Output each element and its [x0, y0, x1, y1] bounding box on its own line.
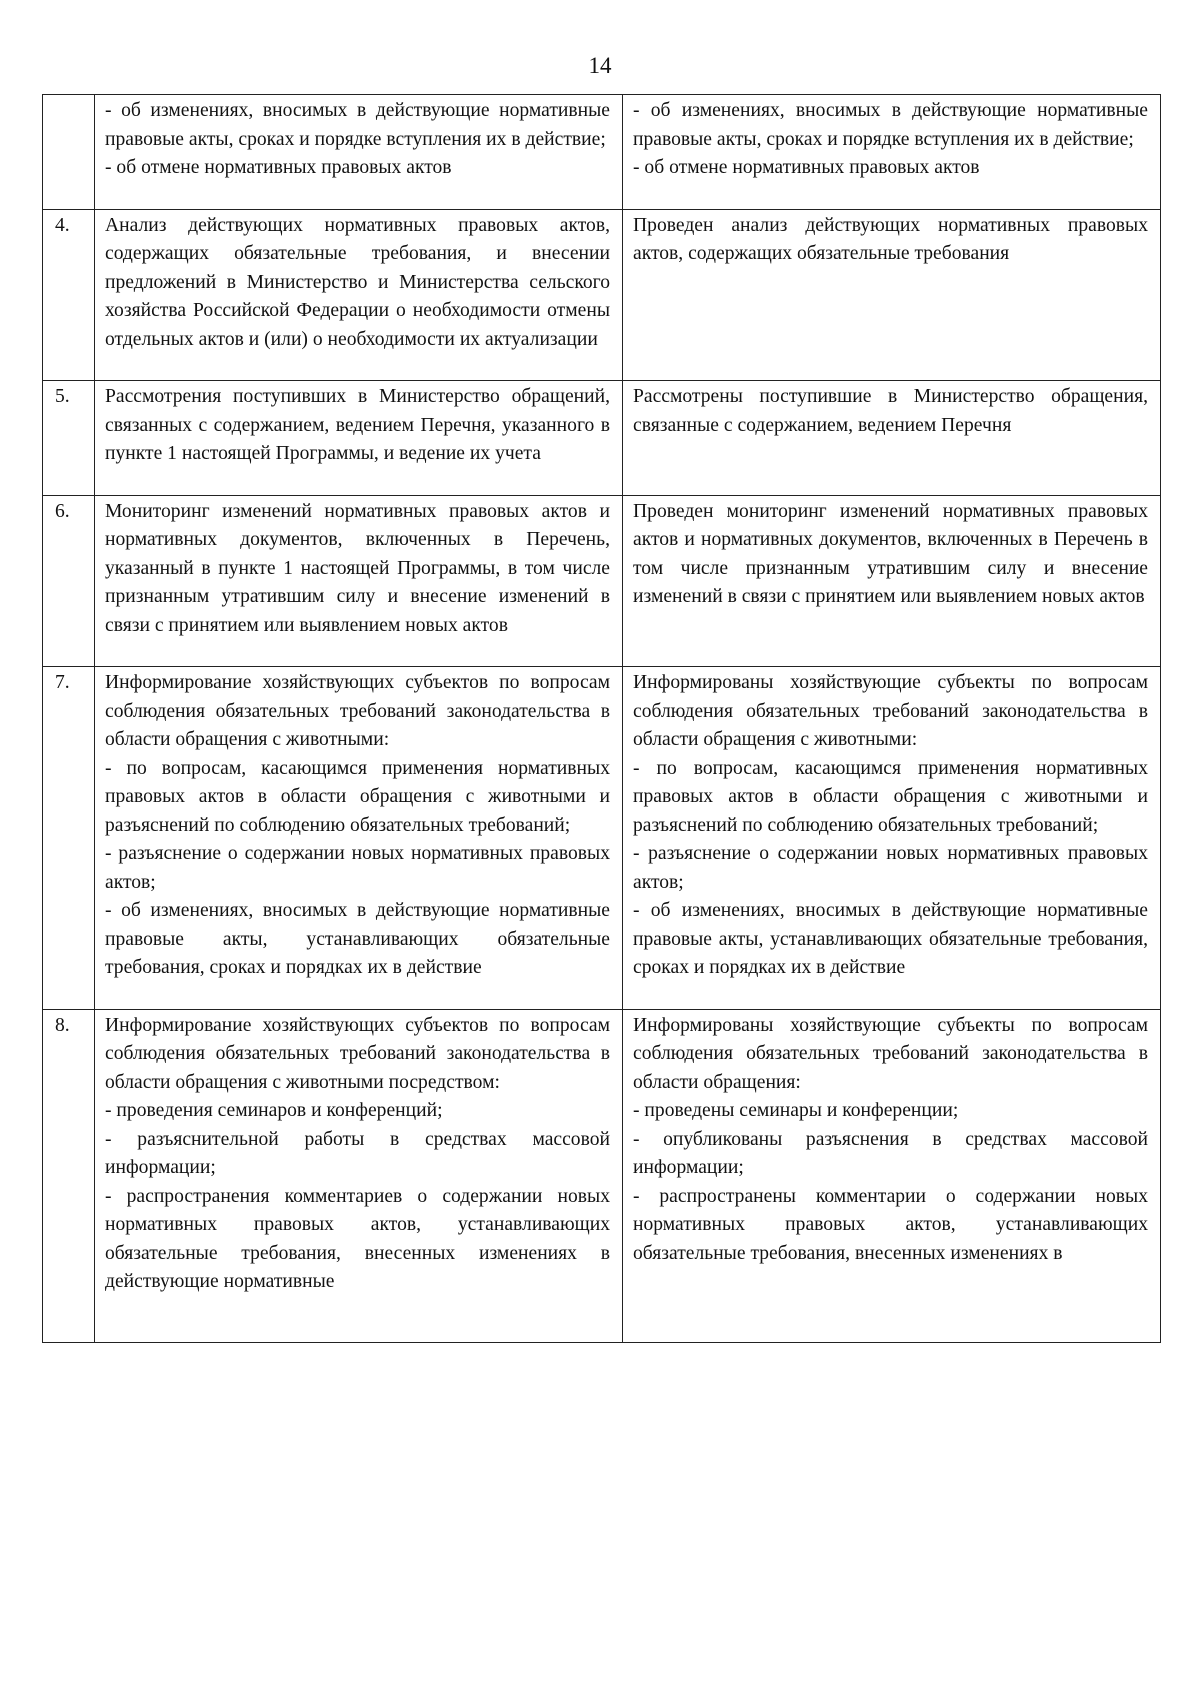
row-number: 8. — [43, 1009, 95, 1342]
result-cell — [623, 495, 1161, 667]
measure-cell — [95, 95, 623, 210]
measure-cell — [95, 1009, 623, 1342]
row-number: 6. — [43, 495, 95, 667]
row-number: 5. — [43, 381, 95, 496]
table-row — [43, 209, 1161, 381]
result-text: Проведен мониторинг изменений нормативных правовых актов и нормативных документов, включенных в Перечень в том числе признанным утратившим силу и внесение изменений в связи с принятием или выявлением новых актов — [633, 500, 1148, 607]
measure-text: - разъяснение о содержании новых нормативных правовых актов; — [105, 843, 610, 893]
measure-text: - об изменениях, вносимых в действующие нормативные правовые акты, устанавливающих обязательные требования, сроках и порядках их в действие — [105, 900, 610, 978]
measure-text: Информирование хозяйствующих субъектов по вопросам соблюдения обязательных требований законодательства в области обращения с животными посредством: — [105, 1014, 610, 1093]
result-text: - об изменениях, вносимых в действующие нормативные правовые акты, сроках и порядке вступления их в действие; — [633, 100, 1148, 150]
measure-cell — [95, 495, 623, 667]
result-cell — [623, 1009, 1161, 1342]
result-cell — [623, 667, 1161, 1010]
result-text: Рассмотрены поступившие в Министерство обращения, связанные с содержанием, ведением Перечня — [633, 386, 1148, 436]
result-text: - по вопросам, касающимся применения нормативных правовых актов в области обращения с животными и разъяснений по соблюдению обязательных требований; — [633, 757, 1148, 836]
table-row — [43, 667, 1161, 1010]
result-cell — [623, 381, 1161, 496]
measure-cell — [95, 381, 623, 496]
row-number: 4. — [43, 209, 95, 381]
result-text: Информированы хозяйствующие субъекты по вопросам соблюдения обязательных требований законодательства в области обращения: — [633, 1014, 1148, 1093]
result-text: - об изменениях, вносимых в действующие нормативные правовые акты, устанавливающих обязательные требования, сроках и порядках их в действие — [633, 900, 1148, 978]
result-text: - об отмене нормативных правовых актов — [633, 157, 980, 178]
result-text: Информированы хозяйствующие субъекты по вопросам соблюдения обязательных требований законодательства в области обращения с животными: — [633, 672, 1148, 750]
table-row — [43, 495, 1161, 667]
measure-text: Рассмотрения поступивших в Министерство обращений, связанных с содержанием, ведением Перечня, указанного в пункте 1 настоящей Программы, и ведение их учета — [105, 386, 610, 464]
measures-table — [42, 94, 1161, 1343]
measure-text: Анализ действующих нормативных правовых актов, содержащих обязательные требования, и внесении предложений в Министерство и Министерства сельского хозяйства Российской Федерации о необходимости отмены отдельных актов и (или) о необходимости их актуализации — [105, 214, 610, 350]
result-cell — [623, 209, 1161, 381]
result-text: Проведен анализ действующих нормативных правовых актов, содержащих обязательные требования — [633, 214, 1148, 264]
measure-cell — [95, 209, 623, 381]
measure-text: - об изменениях, вносимых в действующие нормативные правовые акты, сроках и порядке вступления их в действие; — [105, 100, 610, 150]
table-row — [43, 95, 1161, 210]
result-text: - распространены комментарии о содержании новых нормативных правовых актов, устанавливающих обязательные требования, внесенных изменениях в — [633, 1185, 1148, 1264]
measure-text: Информирование хозяйствующих субъектов по вопросам соблюдения обязательных требований законодательства в области обращения с животными: — [105, 672, 610, 750]
measure-text: - разъяснительной работы в средствах массовой информации; — [105, 1128, 610, 1178]
measure-text: - распространения комментариев о содержании новых нормативных правовых актов, устанавливающих обязательные требования, внесенных изменениях в действующие нормативные — [105, 1185, 610, 1292]
measure-cell — [95, 667, 623, 1010]
result-cell — [623, 95, 1161, 210]
page-number: 14 — [588, 53, 612, 78]
result-text: - проведены семинары и конференции; — [633, 1100, 959, 1121]
row-number: 7. — [43, 667, 95, 1010]
result-text: - опубликованы разъяснения в средствах массовой информации; — [633, 1128, 1148, 1178]
measure-text: - об отмене нормативных правовых актов — [105, 157, 452, 178]
measure-text: - по вопросам, касающимся применения нормативных правовых актов в области обращения с животными и разъяснений по соблюдению обязательных требований; — [105, 757, 610, 836]
table-row — [43, 381, 1161, 496]
result-text: - разъяснение о содержании новых нормативных правовых актов; — [633, 843, 1148, 893]
row-number — [43, 95, 95, 210]
measure-text: - проведения семинаров и конференций; — [105, 1100, 443, 1121]
measure-text: Мониторинг изменений нормативных правовых актов и нормативных документов, включенных в Перечень, указанный в пункте 1 настоящей Программы, в том числе признанным утратившим силу и внесение изменений в связи с принятием или выявлением новых актов — [105, 500, 610, 636]
table-row — [43, 1009, 1161, 1342]
